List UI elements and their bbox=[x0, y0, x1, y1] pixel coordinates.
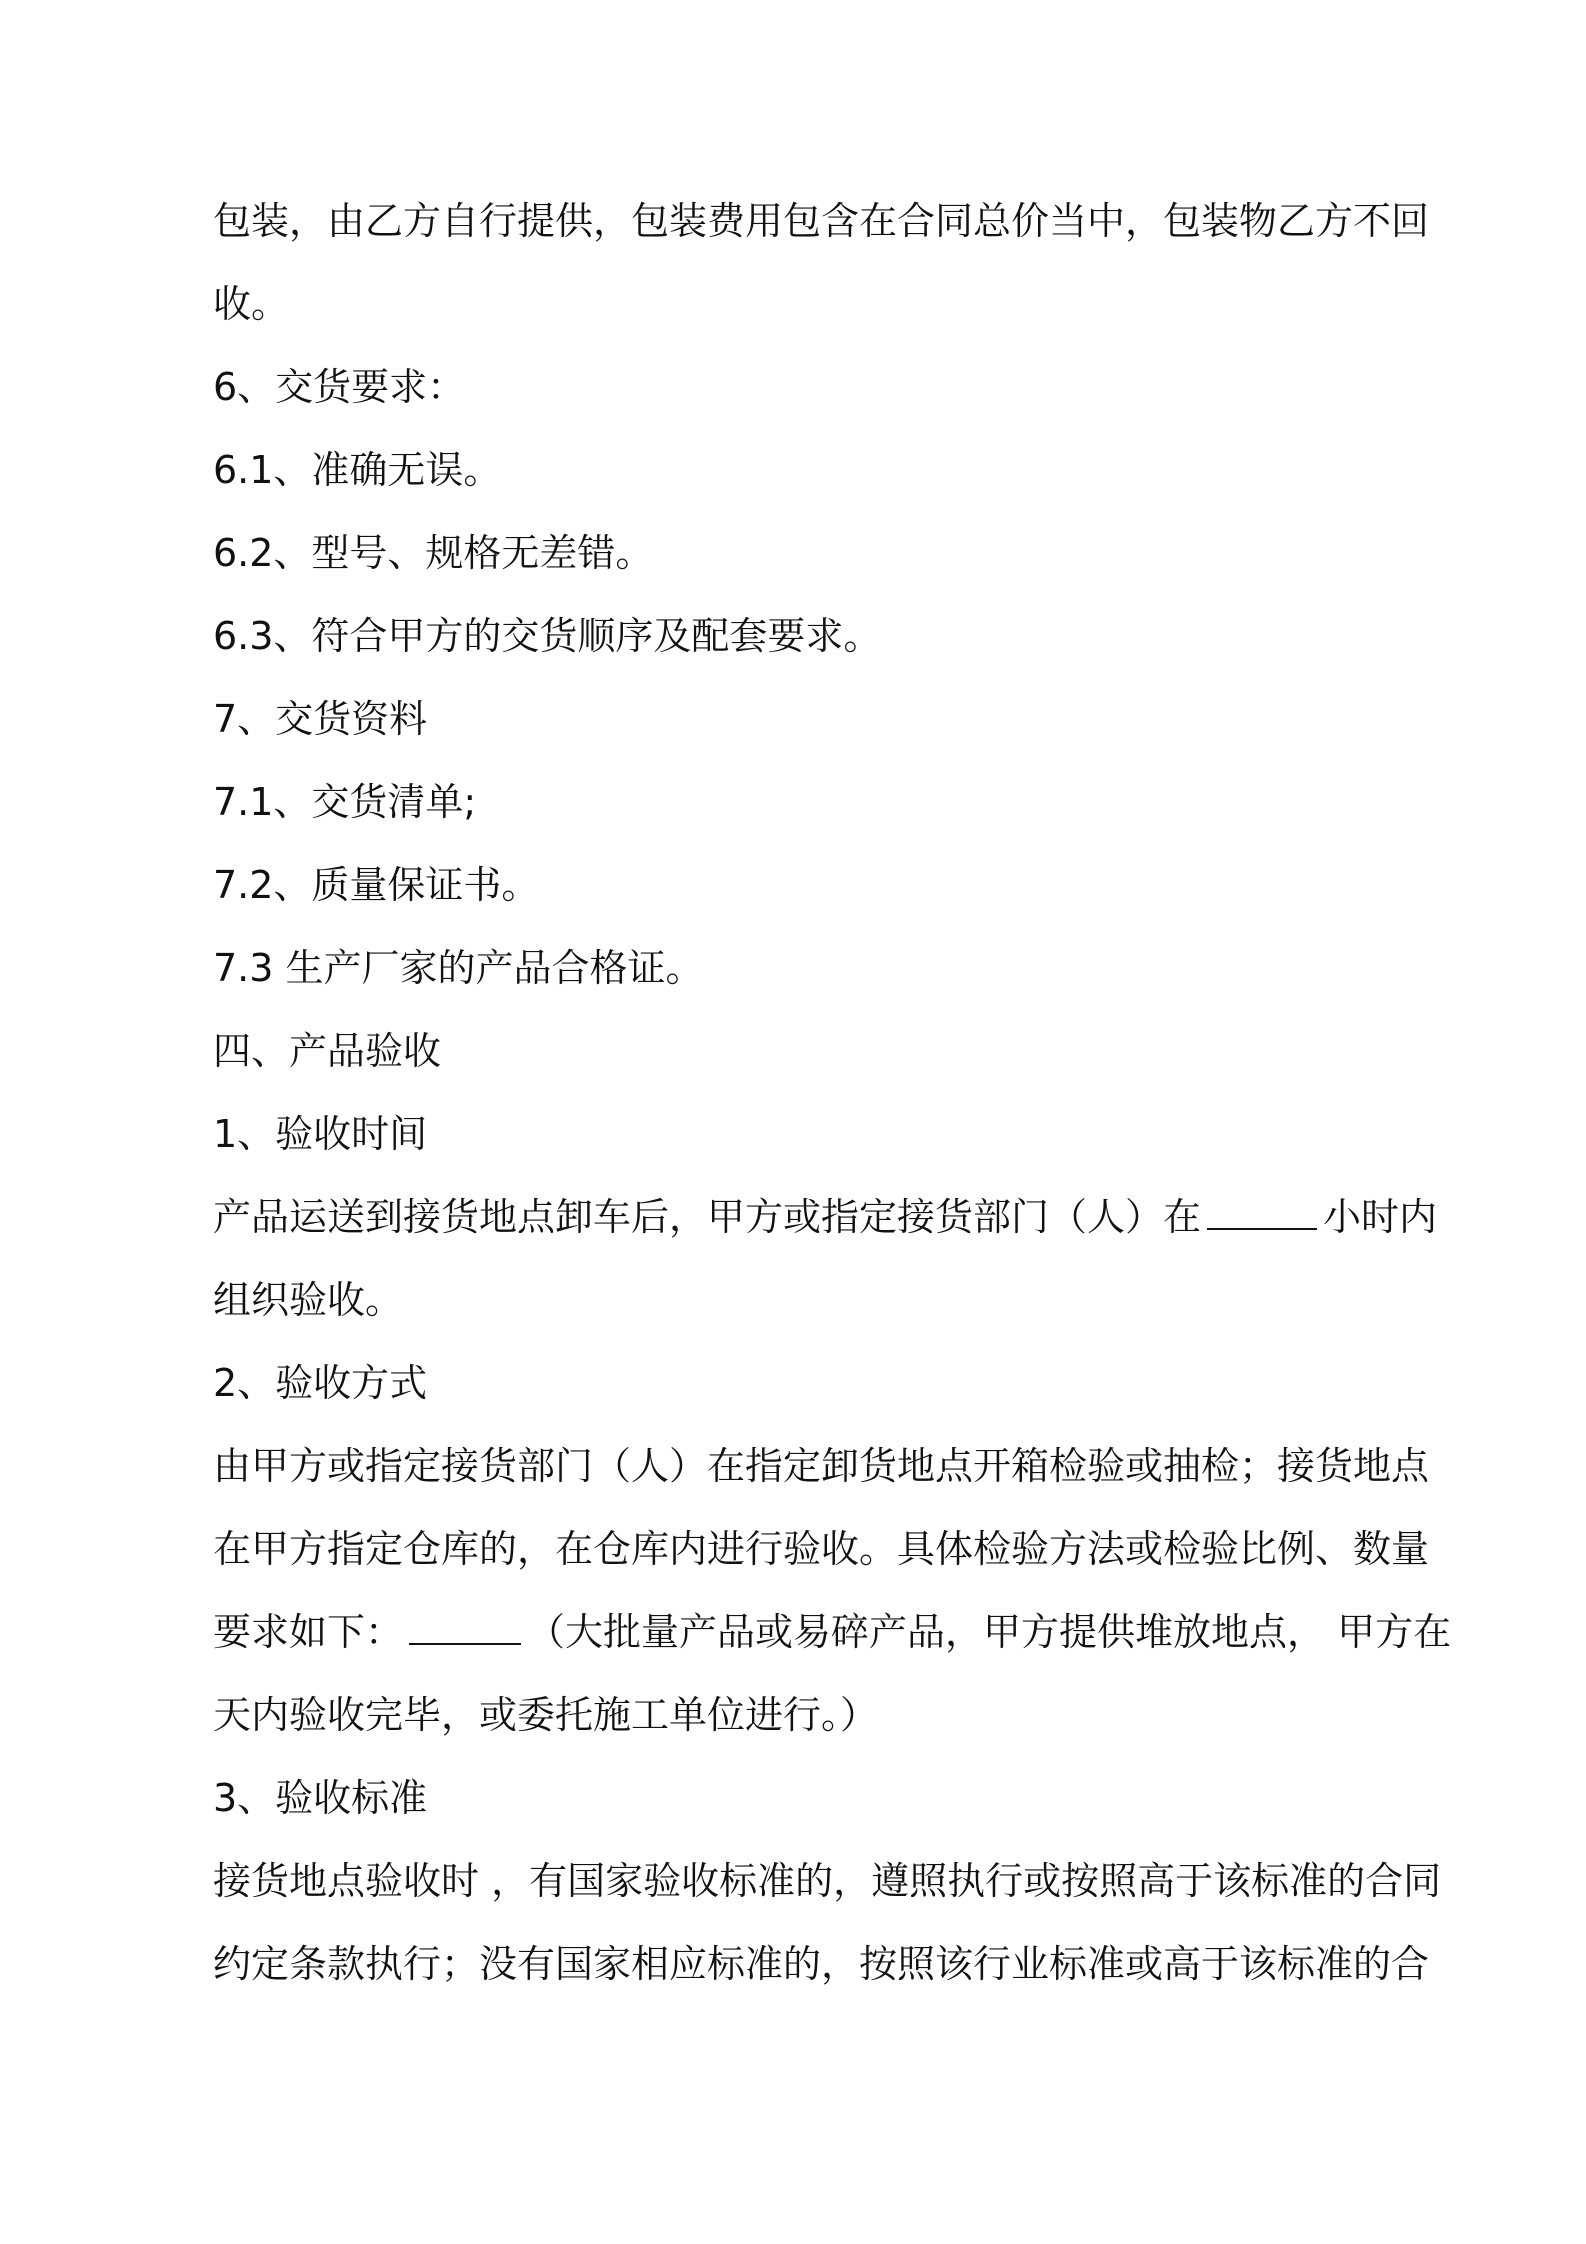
acceptance-method-line bbox=[213, 1591, 1452, 1674]
chapter-heading: 四、产品验收 bbox=[213, 1029, 442, 1073]
document-body bbox=[213, 180, 1452, 2006]
list-item: 7.1、交货清单; bbox=[213, 780, 477, 824]
section-heading: 2、验收方式 bbox=[213, 1361, 428, 1405]
text-line: 收。 bbox=[213, 282, 290, 326]
fill-in-blank-method bbox=[409, 1642, 521, 1645]
text-line: 天内验收完毕，或委托施工单位进行。） bbox=[213, 1693, 879, 1737]
text-line: 在甲方指定仓库的，在仓库内进行验收。具体检验方法或检验比例、数量 bbox=[213, 1527, 1430, 1571]
list-item: 7.3 生产厂家的产品合格证。 bbox=[213, 946, 704, 990]
section-heading: 6、交货要求： bbox=[213, 365, 466, 409]
text-segment: （大批量产品或易碎产品，甲方提供堆放地点， 甲方在 bbox=[527, 1610, 1452, 1654]
fill-in-blank-hours bbox=[1207, 1227, 1317, 1230]
list-item: 6.3、符合甲方的交货顺序及配套要求。 bbox=[213, 614, 882, 658]
text-line: 包装，由乙方自行提供，包装费用包含在合同总价当中，包装物乙方不回 bbox=[213, 199, 1430, 243]
text-line: 由甲方或指定接货部门（人）在指定卸货地点开箱检验或抽检；接货地点 bbox=[213, 1444, 1430, 1488]
section-heading: 3、验收标准 bbox=[213, 1776, 428, 1820]
text-segment: 要求如下： bbox=[213, 1610, 404, 1654]
text-line: 约定条款执行；没有国家相应标准的，按照该行业标准或高于该标准的合 bbox=[213, 1942, 1430, 1986]
text-segment: 小时内 bbox=[1323, 1195, 1438, 1239]
section-heading: 7、交货资料 bbox=[213, 697, 428, 741]
list-item: 6.2、型号、规格无差错。 bbox=[213, 531, 654, 575]
section-heading: 1、验收时间 bbox=[213, 1112, 428, 1156]
list-item: 6.1、准确无误。 bbox=[213, 448, 502, 492]
text-line: 组织验收。 bbox=[213, 1278, 404, 1322]
text-segment: 产品运送到接货地点卸车后，甲方或指定接货部门（人）在 bbox=[213, 1195, 1202, 1239]
text-line: 接货地点验收时 ，有国家验收标准的，遵照执行或按照高于该标准的合同 bbox=[213, 1859, 1442, 1903]
acceptance-time-line bbox=[213, 1176, 1438, 1259]
list-item: 7.2、质量保证书。 bbox=[213, 863, 540, 907]
